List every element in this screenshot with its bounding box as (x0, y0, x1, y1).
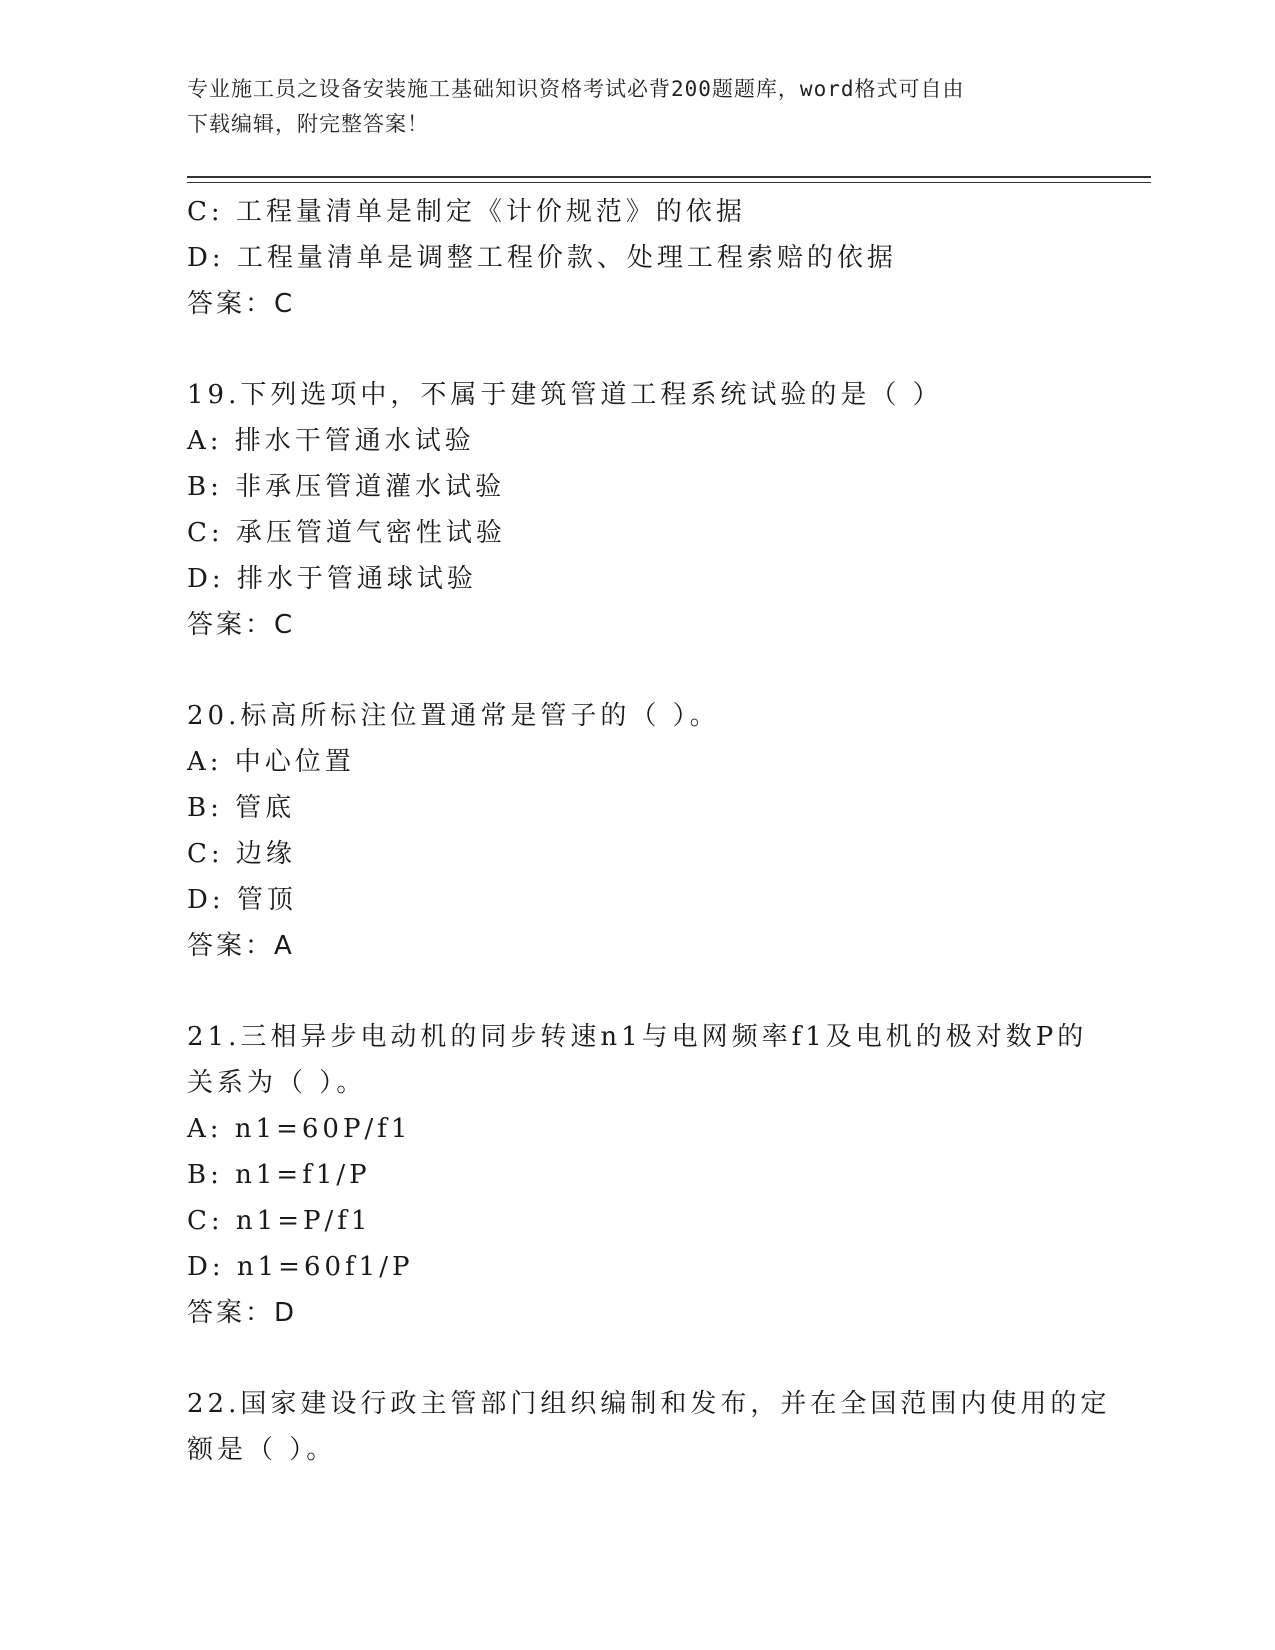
header-divider-thin (187, 182, 1151, 183)
option-b: B: 管底 (187, 793, 296, 823)
header-line-1: 专业施工员之设备安装施工基础知识资格考试必背200题题库，word格式可自由 (187, 77, 965, 101)
answer: 答案：C (187, 289, 296, 319)
option-d: D: 排水于管通球试验 (187, 564, 477, 594)
question-content (187, 189, 1111, 1473)
answer: 答案：D (187, 1298, 298, 1328)
option-a: A: 中心位置 (187, 747, 355, 777)
question-21 (187, 1014, 1087, 1336)
document-header (187, 72, 1087, 142)
option-d: D: 工程量清单是调整工程价款、处理工程索赔的依据 (187, 243, 897, 273)
option-d: D: n1=60f1/P (187, 1252, 414, 1282)
question-stem-line-2: 关系为（ ）。 (187, 1068, 367, 1098)
option-c: C: 边缘 (187, 839, 296, 869)
option-c: C: 承压管道气密性试验 (187, 518, 506, 548)
question-stem-line-1: 22.国家建设行政主管部门组织编制和发布，并在全国范围内使用的定 (187, 1389, 1111, 1419)
question-stem: 20.标高所标注位置通常是管子的（ ）。 (187, 701, 720, 731)
question-19 (187, 372, 1087, 648)
option-c: C: 工程量清单是制定《计价规范》的依据 (187, 197, 746, 227)
question-stem: 19.下列选项中，不属于建筑管道工程系统试验的是（ ） (187, 380, 943, 410)
option-a: A: 排水干管通水试验 (187, 426, 475, 456)
question-20 (187, 693, 1087, 969)
option-c: C: n1=P/f1 (187, 1206, 372, 1236)
header-divider-thick (187, 176, 1151, 178)
option-b: B: 非承压管道灌水试验 (187, 472, 506, 502)
option-d: D: 管顶 (187, 885, 297, 915)
question-continued (187, 189, 1087, 327)
question-22 (187, 1381, 1111, 1473)
answer: 答案：A (187, 931, 295, 961)
answer: 答案：C (187, 610, 296, 640)
header-line-2: 下载编辑，附完整答案！ (187, 112, 429, 136)
option-b: B: n1=f1/P (187, 1160, 371, 1190)
option-a: A: n1=60P/f1 (187, 1114, 412, 1144)
question-stem-line-1: 21.三相异步电动机的同步转速n1与电网频率f1及电机的极对数P的 (187, 1022, 1088, 1052)
question-stem-line-2: 额是（ ）。 (187, 1435, 337, 1465)
